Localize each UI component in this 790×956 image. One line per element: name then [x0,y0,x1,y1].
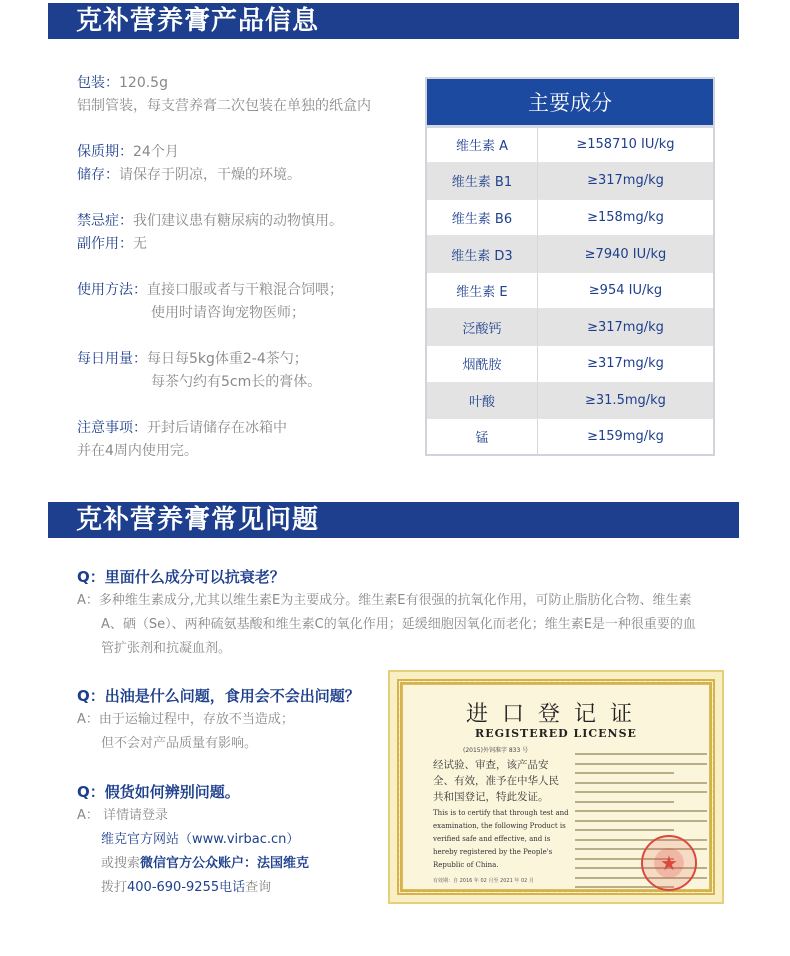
package-detail: 铝制管装，每支营养膏二次包装在单独的纸盒内 [77,98,371,114]
shelf-life-label: 保质期： [77,144,133,160]
faq-answer-line: 管扩张剂和抗凝血剂。 [101,641,232,656]
faq-answer [77,589,737,661]
composition-table [425,77,715,456]
storage-value: 请保存于阴凉，干燥的环境。 [119,167,301,183]
usage-info [77,279,343,325]
dosage-label: 每日用量： [77,351,147,367]
table-row [426,126,714,163]
table-row [426,272,714,309]
faq-answer-line: A：由于运输过程中，存放不当造成； [77,712,294,727]
ingredient-name: 泛酸钙 [426,309,537,346]
table-row [426,382,714,419]
package-info [77,72,371,118]
ingredient-value: ≥317mg/kg [537,309,714,346]
certificate-paper [402,684,710,890]
ingredient-value: ≥317mg/kg [537,346,714,383]
notes-info [77,417,287,463]
notes-label: 注意事项： [77,420,147,436]
ingredient-name: 维生素 D3 [426,236,537,273]
faq-answer-line: A： 详情请登录 [77,808,169,823]
package-value: 120.5g [119,75,168,91]
ingredient-name: 锰 [426,419,537,456]
section-title: 克补营养膏产品信息 [76,6,320,36]
contraindication-value: 我们建议患有糖尿病的动物慎用。 [133,213,343,229]
ingredient-name: 烟酰胺 [426,346,537,383]
ingredient-value: ≥158mg/kg [537,199,714,236]
section-title: 克补营养膏常见问题 [76,505,320,535]
registration-certificate [388,670,724,904]
storage-label: 储存： [77,167,119,183]
ingredient-value: ≥31.5mg/kg [537,382,714,419]
official-seal-icon: ★ [641,835,697,891]
table-row [426,163,714,200]
table-row [426,346,714,383]
ingredient-name: 维生素 B1 [426,163,537,200]
package-label: 包装： [77,75,119,91]
side-effect-label: 副作用： [77,236,133,252]
table-row [426,419,714,456]
dosage-info [77,348,321,394]
section-header-product-info [48,3,739,39]
contraindication-info [77,210,343,256]
ingredient-name: 叶酸 [426,382,537,419]
faq-question: Q：里面什么成分可以抗衰老？ [77,568,285,586]
faq-item-antiaging [77,565,737,661]
faq-item-oil [77,684,377,756]
ingredient-name: 维生素 E [426,272,537,309]
table-row [426,309,714,346]
section-header-faq [48,502,739,538]
wechat-account: 微信官方公众账户：法国维克 [140,856,310,871]
shelf-life-value: 24个月 [133,144,179,160]
ingredient-value: ≥159mg/kg [537,419,714,456]
usage-label: 使用方法： [77,282,147,298]
dosage-line2: 每茶勺约有5cm长的膏体。 [151,374,322,390]
notes-line2: 并在4周内使用完。 [77,443,198,459]
faq-answer [77,804,377,900]
certificate-english-text: This is to certify that through test and examination, the following Product is verified safe and effective, and is hereby registered by the People's Republic of China. [433,809,569,869]
ingredient-value: ≥158710 IU/kg [537,126,714,163]
certificate-license-number: (2015)外饲准字 833 号 [463,747,529,754]
faq-question: Q：假货如何辨别问题。 [77,783,240,801]
ingredient-name: 维生素 B6 [426,199,537,236]
dosage-line1: 每日每5kg体重2-4茶勺； [147,351,308,367]
faq-answer-line: 但不会对产品质量有影响。 [101,736,258,751]
phone-number: 400-690-9255电话 [127,880,246,895]
ingredient-value: ≥954 IU/kg [537,272,714,309]
usage-line1: 直接口服或者与干粮混合饲喂； [147,282,343,298]
notes-line1: 开封后请储存在冰箱中 [147,420,287,436]
contraindication-label: 禁忌症： [77,213,133,229]
call-suffix: 查询 [245,880,272,895]
search-prefix: 或搜索 [101,856,141,871]
phone-line [77,876,377,900]
shelf-storage-info [77,141,301,187]
faq-item-counterfeit [77,780,377,900]
faq-answer [77,708,377,756]
table-row [426,199,714,236]
ingredient-value: ≥317mg/kg [537,163,714,200]
wechat-line [77,852,377,876]
certificate-title: 进口登记证 [465,702,646,727]
composition-title: 主要成分 [426,78,714,126]
faq-answer-line: A：多种维生素成分,尤其以维生素E为主要成分。维生素E有很强的抗氧化作用，可防止脂肪化合物、维生素 [77,593,692,608]
faq-question: Q：出油是什么问题，食用会不会出问题？ [77,687,360,705]
ingredient-value: ≥7940 IU/kg [537,236,714,273]
certificate-validity: 有效期：自 2016 年 02 月至 2021 年 02 月 [433,878,534,884]
faq-answer-line: A、硒（Se）、两种硫氨基酸和维生素C的氧化作用；延缓细胞因氧化而老化；维生素E是一种很重要的血 [101,617,696,632]
side-effect-value: 无 [133,236,147,252]
certificate-chinese-text: 经试验、审查，该产品安全、有效，准予在中华人民共和国登记，特此发证。 [433,759,559,803]
certificate-subtitle: REGISTERED LICENSE [475,727,637,740]
official-site-link[interactable]: 维克官方网站（www.virbac.cn） [101,832,300,847]
usage-line2: 使用时请咨询宠物医师； [151,305,305,321]
ingredient-name: 维生素 A [426,126,537,163]
table-row [426,236,714,273]
call-prefix: 拨打 [101,880,128,895]
